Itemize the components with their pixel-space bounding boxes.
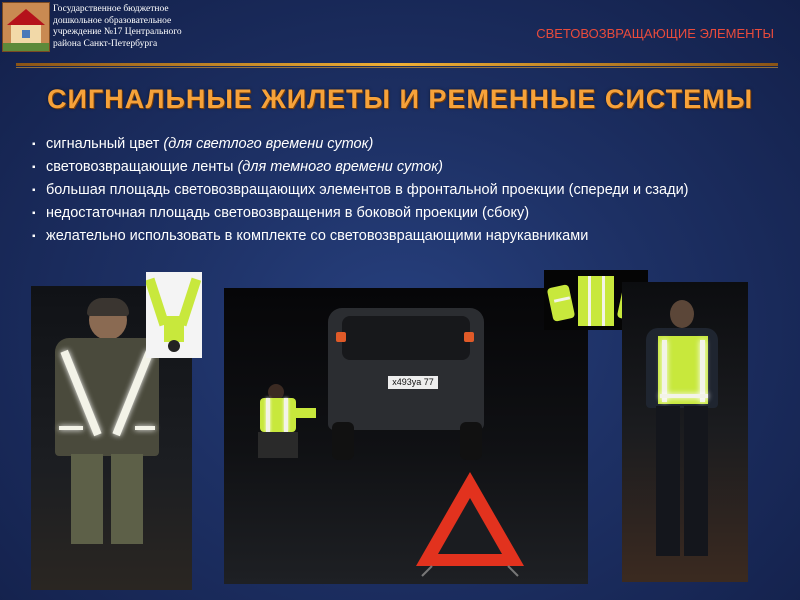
organization-name — [53, 4, 203, 50]
org-line-1: Государственное бюджетное — [53, 4, 169, 14]
list-item — [32, 179, 772, 202]
bullet-text: световозвращающие ленты — [46, 159, 238, 175]
org-line-2: дошкольное образовательное — [53, 15, 172, 26]
yellow-vest-photo — [146, 272, 202, 358]
warning-triangle-icon — [412, 468, 528, 578]
bullet-marker: ▪ — [32, 162, 36, 173]
list-item — [32, 133, 772, 156]
list-item — [32, 202, 772, 225]
section-title: СВЕТОВОЗВРАЩАЮЩИЕ ЭЛЕМЕНТЫ — [536, 26, 774, 41]
bullet-text: большая площадь световозвращающих элементов в фронтальной проекции (спереди и сзади) — [46, 182, 689, 198]
bullet-text: сигнальный цвет — [46, 136, 164, 152]
org-line-3: учреждение №17 Центрального — [53, 27, 182, 37]
bullet-note: (для темного времени суток) — [237, 159, 443, 175]
bullet-marker: ▪ — [32, 231, 36, 242]
bullet-text: недостаточная площадь световозвращения в боковой проекции (сбоку) — [46, 205, 530, 221]
bullet-text: желательно использовать в комплекте со световозвращающими нарукавниками — [46, 228, 589, 244]
walking-vest-photo — [622, 282, 748, 582]
header-divider — [16, 63, 778, 66]
feature-list — [32, 133, 772, 248]
bullet-marker: ▪ — [32, 185, 36, 196]
bullet-marker: ▪ — [32, 139, 36, 150]
list-item — [32, 225, 772, 248]
roadside-vest-photo — [224, 288, 588, 584]
bullet-note: (для светлого времени суток) — [163, 136, 374, 152]
header-divider-thin — [16, 67, 778, 68]
license-plate: х493уа 77 — [388, 376, 438, 389]
school-logo — [2, 2, 50, 52]
list-item — [32, 156, 772, 179]
org-line-4: района Санкт-Петербурга — [53, 38, 158, 49]
bullet-marker: ▪ — [32, 208, 36, 219]
slide-headline: СИГНАЛЬНЫЕ ЖИЛЕТЫ И РЕМЕННЫЕ СИСТЕМЫ — [46, 84, 754, 114]
